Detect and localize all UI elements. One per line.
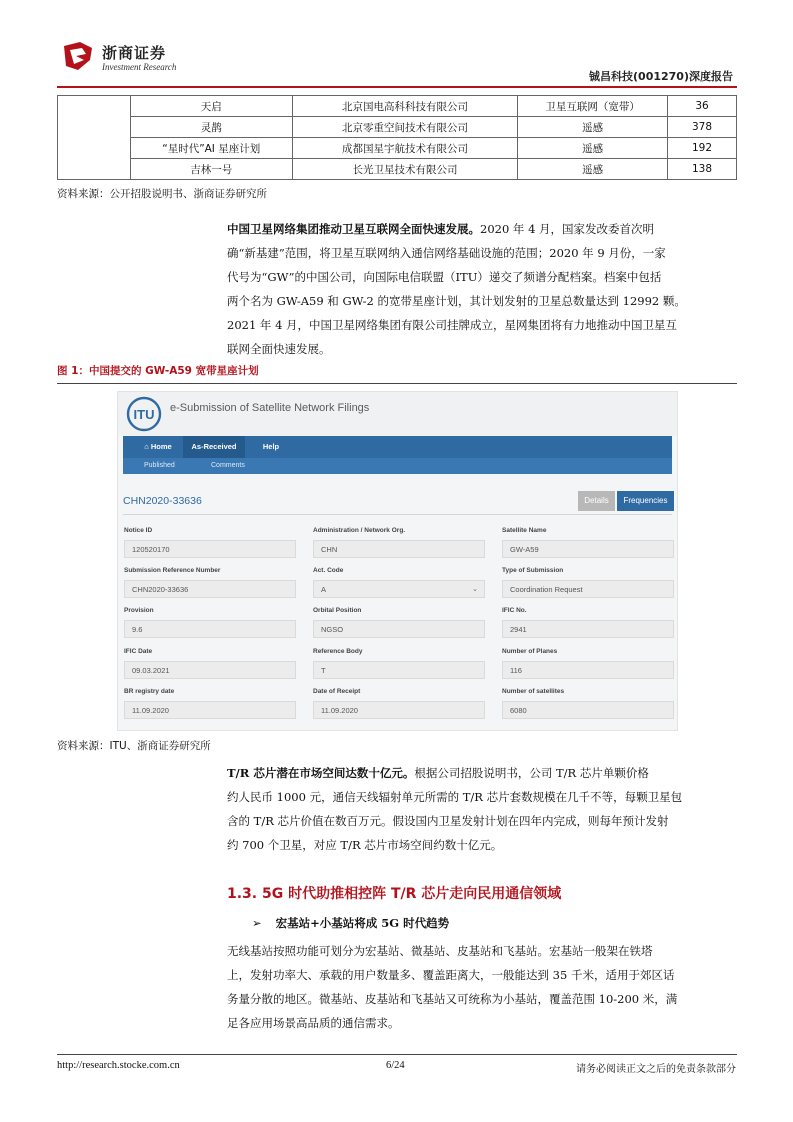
table-row <box>58 159 737 180</box>
table-row <box>58 117 737 138</box>
table-cell: 灵鹊 <box>130 117 292 138</box>
table-cell: 吉林一号 <box>130 159 292 180</box>
paragraph-lead: 中国卫星网络集团推动卫星互联网全面快速发展。 <box>227 222 480 236</box>
paragraph-line: 两个名为 GW-A59 和 GW-2 的宽带星座计划，其计划发射的卫星总数量达到 12992 颗。 <box>227 294 686 308</box>
subtab-comments[interactable]: Comments <box>211 462 245 469</box>
paragraph-line: 约 700 个卫星，对应 T/R 芯片市场空间约数十亿元。 <box>227 838 503 852</box>
field-label: Orbital Position <box>313 607 362 614</box>
field-label: Satellite Name <box>502 527 547 534</box>
footer-url-link[interactable]: http://research.stocke.com.cn <box>57 1060 180 1071</box>
notice-id-field[interactable]: 120520170 <box>124 540 296 558</box>
table-cell: 成都国星宇航技术有限公司 <box>292 138 518 159</box>
frequencies-button[interactable]: Frequencies <box>617 491 674 511</box>
paragraph-line <box>227 761 737 785</box>
date-of-receipt-field[interactable]: 11.09.2020 <box>313 701 485 719</box>
table-cell: 遥感 <box>518 159 668 180</box>
details-button[interactable]: Details <box>578 491 615 511</box>
field-label: Notice ID <box>124 527 153 534</box>
table-cell: 卫星互联网（宽带） <box>518 96 668 117</box>
select-value: A <box>321 585 327 594</box>
report-title: 铖昌科技(001270)深度报告 <box>589 70 733 83</box>
ific-date-field[interactable]: 09.03.2021 <box>124 661 296 679</box>
tab-help[interactable]: Help <box>262 442 280 451</box>
tab-home[interactable] <box>133 436 183 458</box>
paragraph-base-stations <box>227 939 737 1035</box>
company-logo-icon <box>60 40 96 74</box>
figure-source: 资料来源：ITU、浙商证券研究所 <box>57 740 211 752</box>
table-cell: 北京零重空间技术有限公司 <box>292 117 518 138</box>
table-cell: 192 <box>668 138 737 159</box>
itu-screenshot <box>117 391 678 731</box>
header-divider <box>57 86 737 88</box>
paragraph-line: 代号为“GW”的中国公司，向国际电信联盟（ITU）递交了频谱分配档案。档案中包括 <box>227 270 662 284</box>
figure-title: 图 1：中国提交的 GW-A59 宽带星座计划 <box>57 365 259 377</box>
svg-text:ITU: ITU <box>133 407 155 422</box>
table-cell: 北京国电高科科技有限公司 <box>292 96 518 117</box>
ific-no-field[interactable]: 2941 <box>502 620 674 638</box>
field-label: Number of satellites <box>502 688 565 695</box>
field-label: IFIC No. <box>502 607 527 614</box>
br-registry-date-field[interactable]: 11.09.2020 <box>124 701 296 719</box>
itu-header <box>118 392 677 436</box>
home-icon: ⌂ <box>144 442 149 451</box>
table-row <box>58 96 737 117</box>
paragraph-text: 2020 年 4 月，国家发改委首次明 <box>480 222 655 236</box>
paragraph-satellite-network <box>227 217 737 361</box>
table-cell: 天启 <box>130 96 292 117</box>
paragraph-line: 上，发射功率大、承载的用户数量多、覆盖距离大，一般能达到 35 千米，适用于郊区话 <box>227 968 675 982</box>
table-cell: “星时代”AI 星座计划 <box>130 138 292 159</box>
field-label: IFIC Date <box>124 648 153 655</box>
paragraph-line: 确“新基建”范围，将卫星互联网纳入通信网络基础设施的范围；2020 年 9 月份，一家 <box>227 246 666 260</box>
administration-field[interactable]: CHN <box>313 540 485 558</box>
itu-main-nav <box>123 436 672 458</box>
paragraph-line: 2021 年 4 月，中国卫星网络集团有限公司挂牌成立，星网集团将有力地推动中国卫星互 <box>227 318 678 332</box>
bullet-text: 宏基站+小基站将成 5G 时代趋势 <box>275 916 450 930</box>
submission-reference-field[interactable]: CHN2020-33636 <box>124 580 296 598</box>
merged-category-cell <box>58 96 131 180</box>
field-label: Act. Code <box>313 567 344 574</box>
table-cell: 378 <box>668 117 737 138</box>
type-of-submission-field[interactable]: Coordination Request <box>502 580 674 598</box>
section-heading: 1.3. 5G 时代助推相控阵 T/R 芯片走向民用通信领域 <box>227 886 562 902</box>
number-of-planes-field[interactable]: 116 <box>502 661 674 679</box>
itu-divider <box>123 514 672 515</box>
disclaimer-note: 请务必阅读正文之后的免责条款部分 <box>576 1064 736 1075</box>
paragraph-lead: T/R 芯片潜在市场空间达数十亿元。 <box>227 766 415 780</box>
field-label: Type of Submission <box>502 567 564 574</box>
field-label: Submission Reference Number <box>124 567 221 574</box>
paragraph-line: 务量分散的地区。微基站、皮基站和飞基站又可统称为小基站，覆盖范围 10-200 米，满 <box>227 992 678 1006</box>
table-cell: 36 <box>668 96 737 117</box>
bullet-heading <box>252 915 449 931</box>
logo-en-text: Investment Research <box>102 62 177 72</box>
itu-portal-title: e-Submission of Satellite Network Filings <box>170 402 370 414</box>
table-cell: 遥感 <box>518 138 668 159</box>
satellite-name-field[interactable]: GW-A59 <box>502 540 674 558</box>
submission-id: CHN2020-33636 <box>123 495 202 507</box>
page-number: 6/24 <box>386 1060 405 1071</box>
chevron-down-icon: ⌄ <box>472 586 478 593</box>
footer-divider <box>57 1054 737 1055</box>
paragraph-line: 无线基站按照功能可划分为宏基站、微基站、皮基站和飞基站。宏基站一般架在铁塔 <box>227 944 653 958</box>
act-code-select[interactable] <box>313 580 485 598</box>
paragraph-line: 足各应用场景高品质的通信需求。 <box>227 1016 400 1030</box>
paragraph-line: 联网全面快速发展。 <box>227 342 331 356</box>
table-source: 资料来源：公开招股说明书、浙商证券研究所 <box>57 188 267 200</box>
orbital-position-field[interactable]: NGSO <box>313 620 485 638</box>
tab-as-received[interactable]: As-Received <box>183 436 245 458</box>
table-cell: 遥感 <box>518 117 668 138</box>
itu-navbar <box>123 436 672 474</box>
field-label: Date of Receipt <box>313 688 361 695</box>
table-cell: 长光卫星技术有限公司 <box>292 159 518 180</box>
paragraph-line: 含的 T/R 芯片价值在数百万元。假设国内卫星发射计划在四年内完成，则每年预计发射 <box>227 814 669 828</box>
paragraph-line <box>227 217 737 241</box>
figure-divider <box>57 383 737 384</box>
constellation-table <box>57 95 737 180</box>
tab-label: Home <box>150 442 172 451</box>
paragraph-text: 根据公司招股说明书，公司 T/R 芯片单颗价格 <box>414 766 649 780</box>
arrow-bullet-icon: ➢ <box>252 916 262 930</box>
field-label: Reference Body <box>313 648 363 655</box>
field-label: BR registry date <box>124 688 175 695</box>
number-of-satellites-field[interactable]: 6080 <box>502 701 674 719</box>
reference-body-field[interactable]: T <box>313 661 485 679</box>
paragraph-tr-chip-market <box>227 761 737 857</box>
logo-cn-text: 浙商证券 <box>102 44 167 62</box>
itu-logo-icon <box>124 396 164 432</box>
subtab-published[interactable]: Published <box>144 462 175 469</box>
field-label: Number of Planes <box>502 648 558 655</box>
table-row <box>58 138 737 159</box>
paragraph-line: 约人民币 1000 元，通信天线辐射单元所需的 T/R 芯片套数规模在几千不等，每颗卫星包 <box>227 790 683 804</box>
field-label: Administration / Network Org. <box>313 527 406 534</box>
itu-sub-nav <box>123 458 672 474</box>
field-label: Provision <box>124 607 154 614</box>
table-cell: 138 <box>668 159 737 180</box>
provision-field[interactable]: 9.6 <box>124 620 296 638</box>
